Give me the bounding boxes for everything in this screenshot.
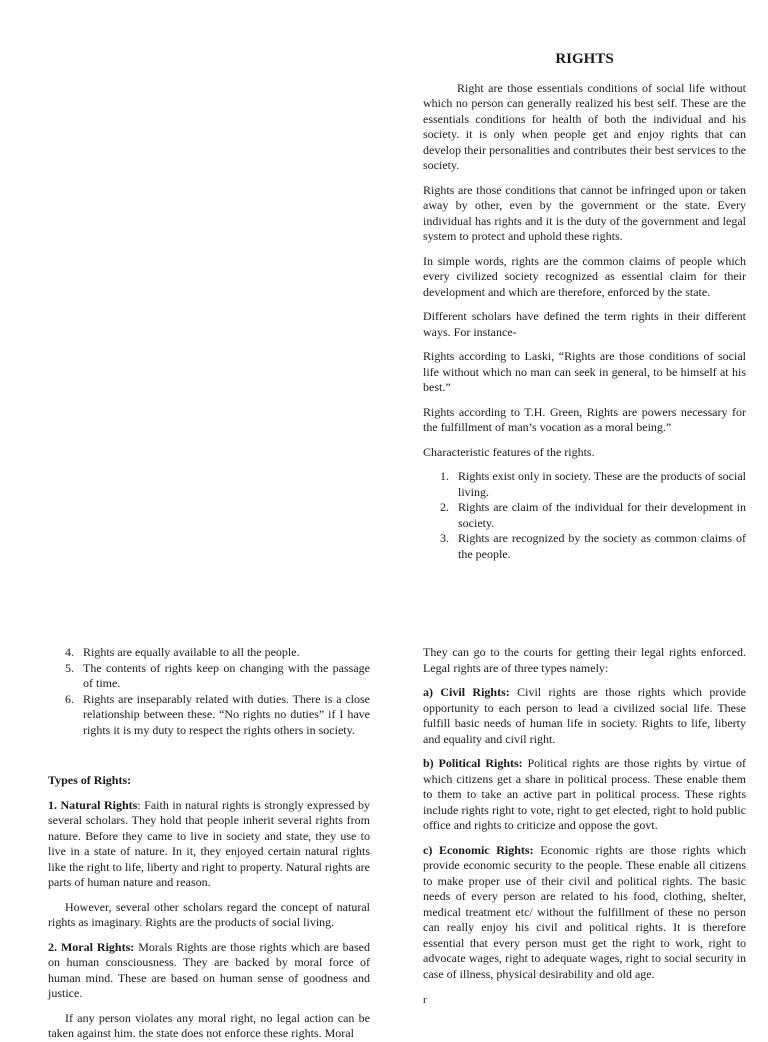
moral-rights-label: 2. Moral Rights: bbox=[48, 939, 135, 954]
types-heading: Types of Rights: bbox=[48, 773, 132, 787]
page2-right-column bbox=[423, 645, 746, 1009]
quote-green: Rights according to T.H. Green, Rights are powers necessary for the fulfillment of man’s vocation as a moral being.” bbox=[423, 404, 746, 434]
quote-laski: Rights according to Laski, “Rights are those conditions of social life without which no man can seek in general, to be himself at his best.” bbox=[423, 349, 746, 394]
page1-column bbox=[423, 52, 746, 562]
moral-rights-paragraph-2: If any person violates any moral right, no legal action can be taken against him. the state does not enforce these rights. Moral bbox=[48, 1010, 370, 1040]
paragraph-conditions: Rights are those conditions that cannot be infringed upon or taken away by other, even by the government or the state. Every individual has rights and it is the duty of the government and legal system to protect and uphold these rights. bbox=[423, 182, 746, 243]
list-item: 2. Rights are claim of the individual for their development in society. bbox=[440, 500, 746, 530]
list-item: 5. The contents of rights keep on changing with the passage of time. bbox=[65, 660, 370, 690]
natural-rights-paragraph-2: However, several other scholars regard the concept of natural rights as imaginary. Rights are the products of social living. bbox=[48, 899, 370, 929]
economic-rights-paragraph: c) Economic Rights: Economic rights are those rights which provide economic security to the people. These enable all citizens to make proper use of their civil and political rights. The basic needs of every person are related to his food, clothing, shelter, medical treatment etc/ without the fulfillment of these no person can really enjoy his civil and political rights. It is therefore essential that every person must get the right to work, right to advocate wages, right to adequate wages, right to social security in case of illness, physical desirability and old age. bbox=[423, 842, 747, 981]
natural-rights-label: 1. Natural Rights bbox=[48, 797, 138, 812]
civil-rights-label: a) Civil Rights: bbox=[423, 685, 510, 699]
intro-paragraph: Right are those essentials conditions of social life without which no person can generally realized his best self. These are the essentials conditions for health of both the individual and his society. it is only when people get and enjoy rights that can develop their personalities and contributes their best services to the society. bbox=[423, 80, 746, 172]
features-list bbox=[423, 469, 746, 562]
legal-rights-intro: They can go to the courts for getting their legal rights enforced. Legal rights are of three types namely: bbox=[423, 645, 746, 675]
features-list-continued bbox=[48, 645, 370, 738]
list-item: 6. Rights are inseparably related with duties. There is a close relationship between these. “No rights no duties” if I have rights it is my duty to respect the rights others in society. bbox=[65, 691, 370, 737]
list-item: 4. Rights are equally available to all the people. bbox=[65, 645, 300, 659]
page2-left-column bbox=[48, 645, 370, 1042]
political-rights-paragraph: b) Political Rights: Political rights are those rights by virtue of which citizens get a share in political process. These enable them to them to take an active part in political process. These rights include rights right to vote, right to get elected, right to hold public office and rights to criticize and oppose the govt. bbox=[423, 756, 746, 832]
paragraph-simple-words: In simple words, rights are the common claims of people which every civilized society recognized as essential claim for their development and which are therefore, enforced by the state. bbox=[423, 253, 746, 299]
moral-rights-paragraph: 2. Moral Rights: Morals Rights are those rights which are based on human consciousness. They are backed by moral force of human mind. These are based on human sense of goodness and justice. bbox=[48, 939, 371, 1000]
features-heading: Characteristic features of the rights. bbox=[423, 444, 595, 459]
economic-rights-label: c) Economic Rights: bbox=[423, 842, 534, 857]
paragraph-scholars: Different scholars have defined the term rights in their different ways. For instance- bbox=[423, 309, 746, 339]
stray-character: r bbox=[423, 994, 427, 1006]
list-item: 3. Rights are recognized by the society as common claims of the people. bbox=[440, 531, 746, 561]
page-title: RIGHTS bbox=[555, 51, 614, 67]
natural-rights-paragraph: 1. Natural Rights: Faith in natural rights is strongly expressed by several scholars. They hold that people inherit several rights from nature. Before they came to live in society and state, they use to live in a state of nature. In it, they enjoyed certain natural rights like the right to life, liberty and right to property. Natural rights are parts of human nature and reason. bbox=[48, 797, 370, 889]
list-item: 1. Rights exist only in society. These are the products of social living. bbox=[440, 469, 746, 499]
political-rights-label: b) Political Rights: bbox=[423, 756, 523, 770]
civil-rights-paragraph: a) Civil Rights: Civil rights are those rights which provide opportunity to each person to lead a civilized social life. These fulfill basic needs of human life in society. Rights to life, liberty and equality and civil right. bbox=[423, 685, 746, 746]
